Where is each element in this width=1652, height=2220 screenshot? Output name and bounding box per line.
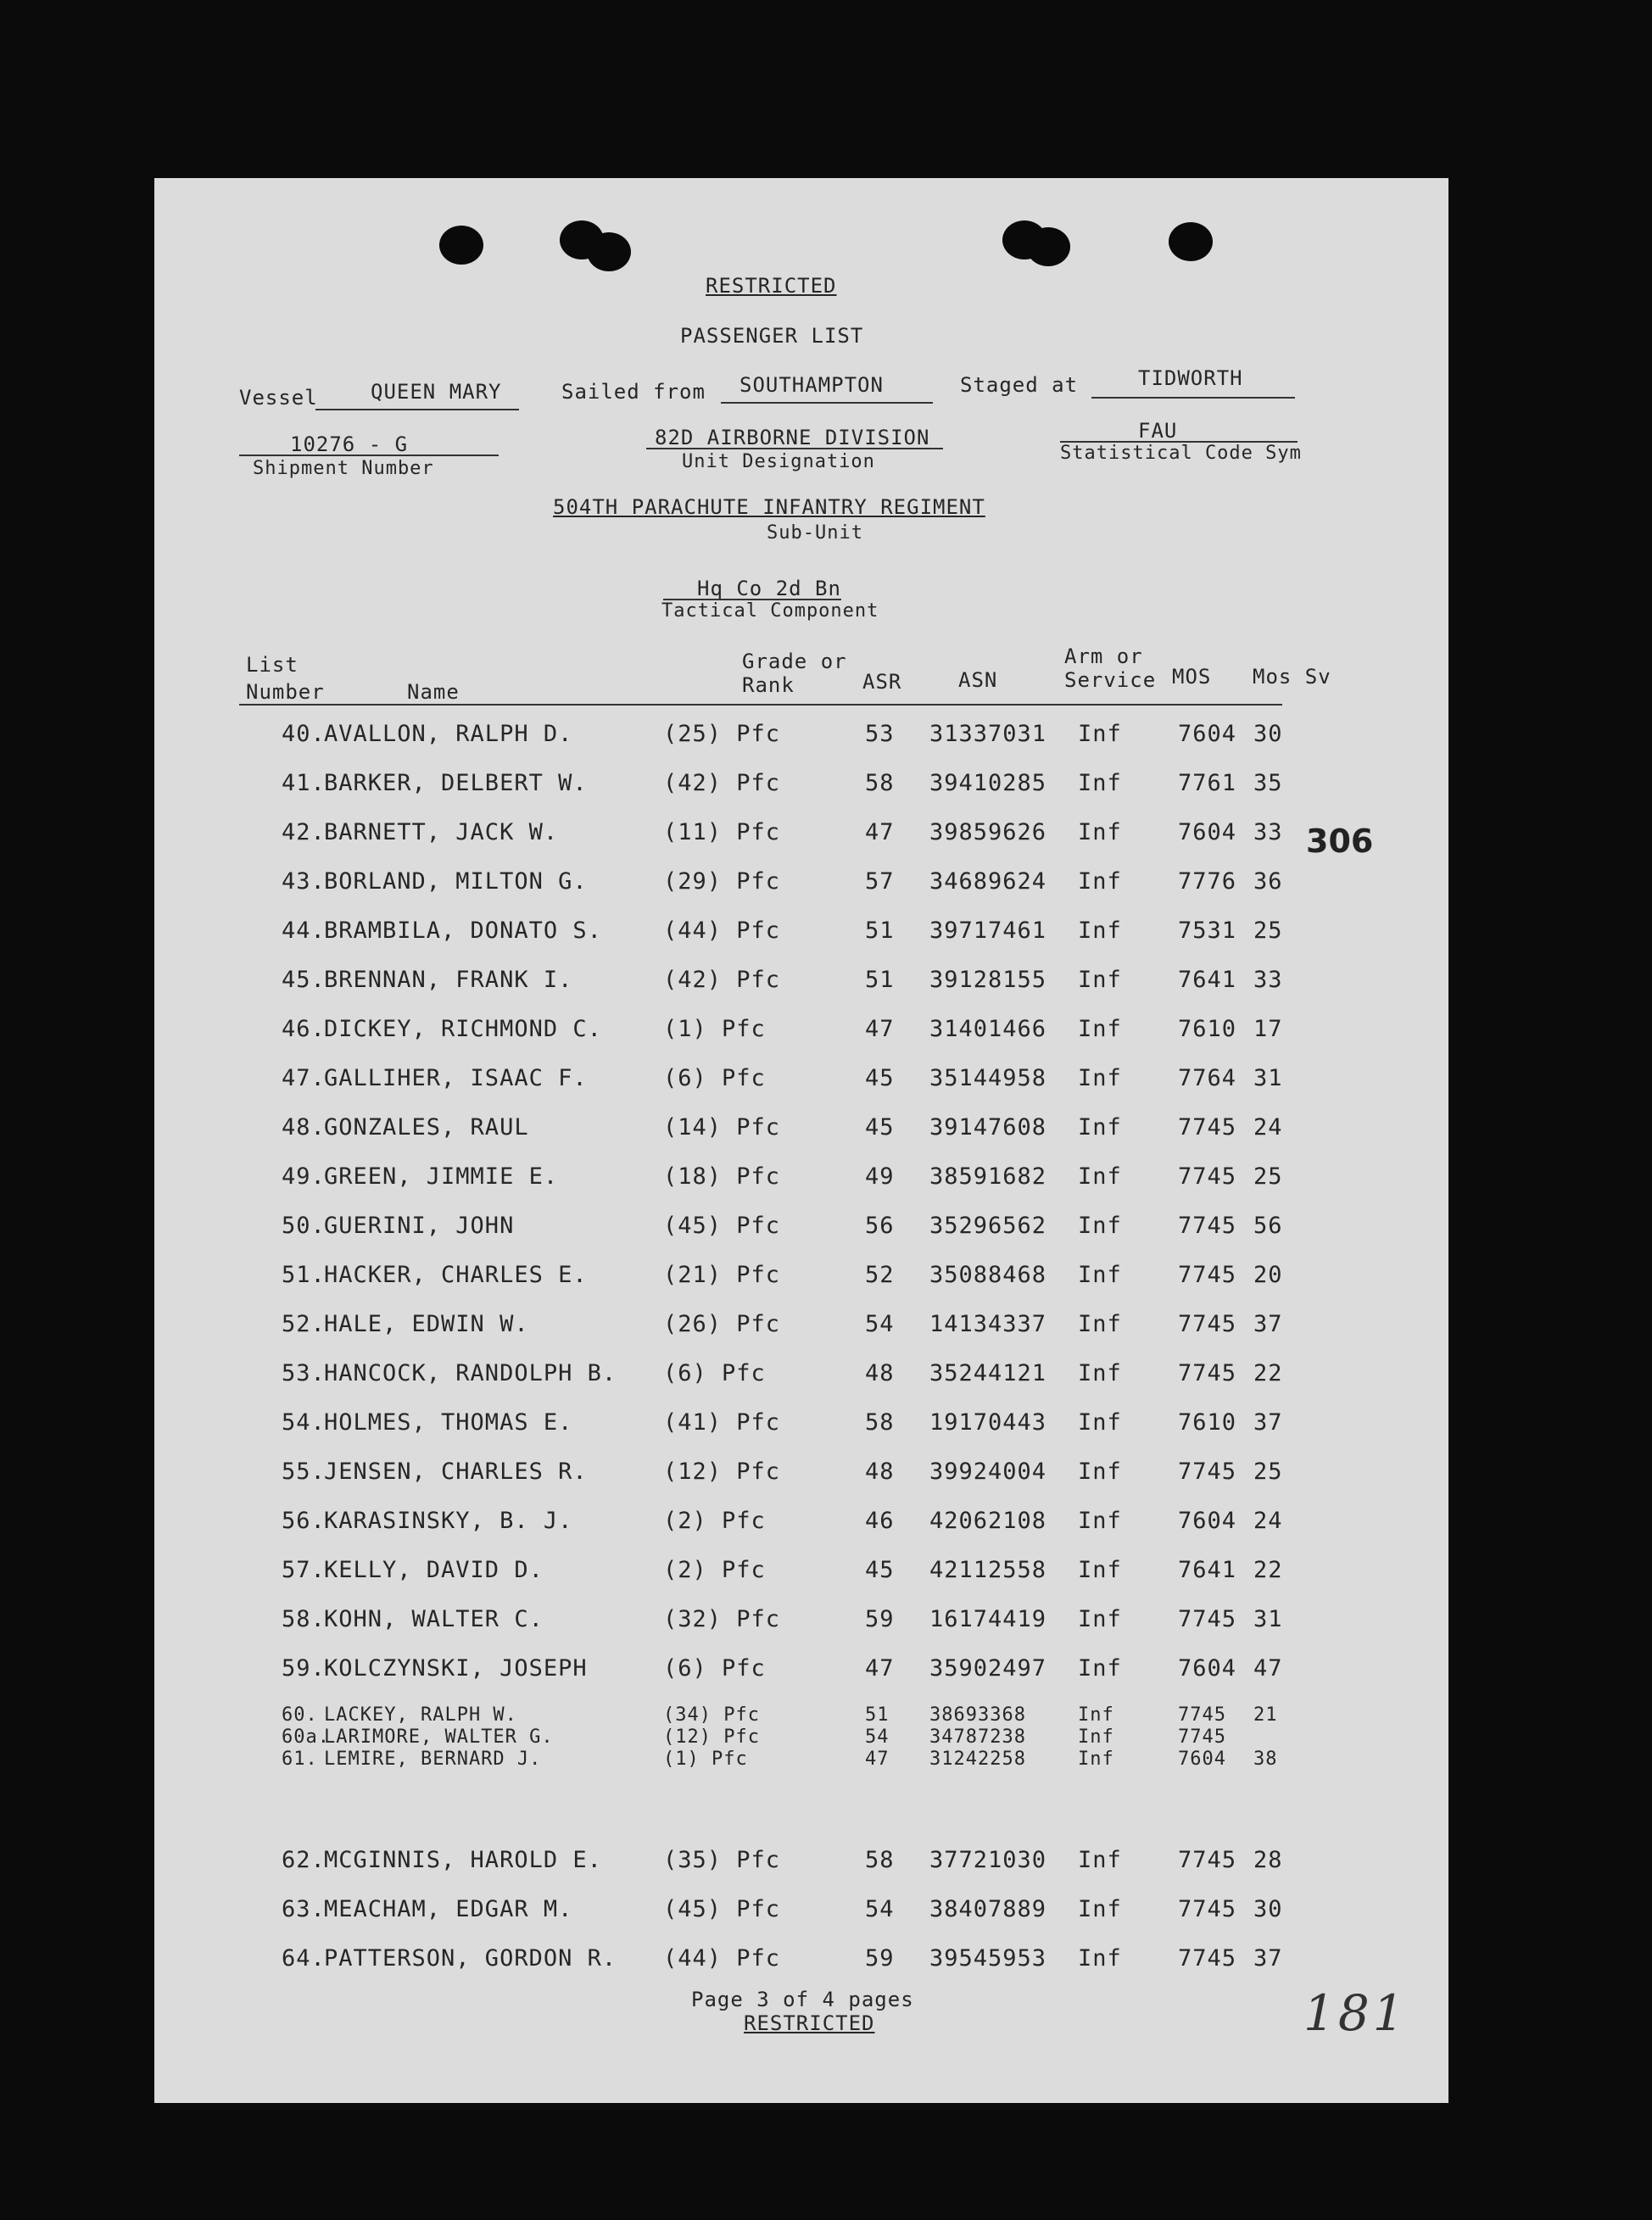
grade-rank: (2) Pfc (663, 1508, 766, 1534)
asn-value: 39859626 (929, 819, 1047, 845)
asr-value: 58 (865, 770, 895, 796)
asn-value: 35088468 (929, 1262, 1047, 1288)
asr-value: 48 (865, 1459, 895, 1485)
list-number: 46. (282, 1016, 326, 1042)
asn-value: 39545953 (929, 1945, 1047, 1972)
arm-service: Inf (1078, 918, 1122, 944)
sailed-label: Sailed from (561, 380, 706, 404)
arm-service: Inf (1078, 967, 1122, 993)
punch-hole (1026, 227, 1070, 266)
grade-rank: (45) Pfc (663, 1213, 781, 1239)
asn-value: 16174419 (929, 1606, 1047, 1632)
grade-rank: (6) Pfc (663, 1360, 766, 1386)
months-service: 35 (1253, 770, 1283, 796)
list-number: 44. (282, 918, 326, 944)
asn-value: 39147608 (929, 1114, 1047, 1141)
months-service: 36 (1253, 868, 1283, 895)
list-number: 52. (282, 1311, 326, 1337)
mos-code: 7745 (1178, 1704, 1226, 1726)
table-row (154, 1114, 1448, 1148)
asn-value: 34689624 (929, 868, 1047, 895)
arm-service: Inf (1078, 1704, 1114, 1726)
months-service: 38 (1253, 1749, 1278, 1770)
grade-rank: (32) Pfc (663, 1606, 781, 1632)
grade-rank: (34) Pfc (663, 1704, 760, 1726)
asr-value: 49 (865, 1163, 895, 1190)
list-number: 40. (282, 721, 326, 747)
col-grade-1: Grade or (742, 650, 847, 673)
mos-code: 7610 (1178, 1016, 1237, 1042)
months-service: 21 (1253, 1704, 1278, 1726)
table-row (154, 1896, 1448, 1930)
asr-value: 45 (865, 1065, 895, 1091)
months-service: 25 (1253, 1163, 1283, 1190)
asr-value: 53 (865, 721, 895, 747)
asn-value: 37721030 (929, 1847, 1047, 1873)
handwritten-number: 181 (1303, 1984, 1408, 2042)
mos-code: 7745 (1178, 1606, 1237, 1632)
list-number: 60. (282, 1704, 318, 1726)
grade-rank: (45) Pfc (663, 1896, 781, 1922)
asn-value: 42112558 (929, 1557, 1047, 1583)
months-service: 56 (1253, 1213, 1283, 1239)
arm-service: Inf (1078, 1065, 1122, 1091)
mos-code: 7641 (1178, 967, 1237, 993)
mos-code: 7745 (1178, 1311, 1237, 1337)
asr-value: 47 (865, 1655, 895, 1682)
passenger-list-page (154, 178, 1448, 2103)
passenger-name: DICKEY, RICHMOND C. (324, 1016, 602, 1042)
mos-code: 7745 (1178, 1213, 1237, 1239)
arm-service: Inf (1078, 1114, 1122, 1141)
list-number: 51. (282, 1262, 326, 1288)
months-service: 25 (1253, 1459, 1283, 1485)
months-service: 37 (1253, 1409, 1283, 1436)
passenger-name: BORLAND, MILTON G. (324, 868, 588, 895)
passenger-name: KARASINSKY, B. J. (324, 1508, 573, 1534)
table-row (154, 1065, 1448, 1099)
list-number: 55. (282, 1459, 326, 1485)
list-number: 62. (282, 1847, 326, 1873)
col-arm-1: Arm or (1064, 644, 1143, 668)
asn-value: 38407889 (929, 1896, 1047, 1922)
list-number: 56. (282, 1508, 326, 1534)
asn-value: 42062108 (929, 1508, 1047, 1534)
tactical-label: Tactical Component (661, 600, 879, 622)
table-row (154, 1016, 1448, 1050)
table-row (154, 868, 1448, 902)
mos-code: 7776 (1178, 868, 1237, 895)
col-mos: MOS (1172, 665, 1212, 689)
asr-value: 47 (865, 1749, 890, 1770)
arm-service: Inf (1078, 1163, 1122, 1190)
asn-value: 35902497 (929, 1655, 1047, 1682)
arm-service: Inf (1078, 1896, 1122, 1922)
grade-rank: (25) Pfc (663, 721, 781, 747)
col-grade-2: Rank (742, 673, 795, 697)
months-service: 22 (1253, 1557, 1283, 1583)
list-number: 50. (282, 1213, 326, 1239)
document-title: PASSENGER LIST (680, 324, 864, 348)
asn-value: 31242258 (929, 1749, 1026, 1770)
passenger-name: PATTERSON, GORDON R. (324, 1945, 617, 1972)
arm-service: Inf (1078, 1945, 1122, 1972)
list-number: 53. (282, 1360, 326, 1386)
stat-label: Statistical Code Sym (1060, 443, 1302, 464)
months-service: 24 (1253, 1114, 1283, 1141)
asn-value: 31337031 (929, 721, 1047, 747)
asr-value: 51 (865, 1704, 890, 1726)
passenger-name: MEACHAM, EDGAR M. (324, 1896, 573, 1922)
months-service: 24 (1253, 1508, 1283, 1534)
tactical-component: Hq Co 2d Bn (697, 577, 841, 600)
months-service: 30 (1253, 721, 1283, 747)
asr-value: 59 (865, 1945, 895, 1972)
months-service: 31 (1253, 1606, 1283, 1632)
col-name: Name (407, 680, 460, 704)
grade-rank: (35) Pfc (663, 1847, 781, 1873)
passenger-name: JENSEN, CHARLES R. (324, 1459, 588, 1485)
list-number: 63. (282, 1896, 326, 1922)
months-service: 28 (1253, 1847, 1283, 1873)
asr-value: 47 (865, 1016, 895, 1042)
asn-value: 39717461 (929, 918, 1047, 944)
page-indicator: Page 3 of 4 pages (691, 1988, 914, 2011)
mos-code: 7531 (1178, 918, 1237, 944)
table-row (154, 1360, 1448, 1394)
grade-rank: (18) Pfc (663, 1163, 781, 1190)
shipment-number: 10276 - G (290, 432, 409, 456)
mos-code: 7745 (1178, 1163, 1237, 1190)
months-service: 37 (1253, 1311, 1283, 1337)
grade-rank: (41) Pfc (663, 1409, 781, 1436)
arm-service: Inf (1078, 721, 1122, 747)
col-list-2: Number (246, 680, 325, 704)
table-row (154, 770, 1448, 804)
mos-code: 7604 (1178, 1749, 1226, 1770)
staged-label: Staged at (960, 373, 1079, 397)
punch-hole (587, 232, 631, 271)
unit-designation: 82D AIRBORNE DIVISION (655, 426, 930, 449)
months-service: 33 (1253, 819, 1283, 845)
grade-rank: (2) Pfc (663, 1557, 766, 1583)
months-service: 30 (1253, 1896, 1283, 1922)
grade-rank: (11) Pfc (663, 819, 781, 845)
grade-rank: (12) Pfc (663, 1726, 760, 1748)
grade-rank: (44) Pfc (663, 1945, 781, 1972)
asr-value: 48 (865, 1360, 895, 1386)
arm-service: Inf (1078, 1847, 1122, 1873)
passenger-name: GUERINI, JOHN (324, 1213, 515, 1239)
mos-code: 7745 (1178, 1847, 1237, 1873)
table-row (154, 1213, 1448, 1247)
asr-value: 46 (865, 1508, 895, 1534)
passenger-name: GALLIHER, ISAAC F. (324, 1065, 588, 1091)
asr-value: 45 (865, 1557, 895, 1583)
arm-service: Inf (1078, 1749, 1114, 1770)
list-number: 41. (282, 770, 326, 796)
arm-service: Inf (1078, 1508, 1122, 1534)
restricted-bottom: RESTRICTED (744, 2011, 875, 2035)
table-row (154, 1262, 1448, 1296)
arm-service: Inf (1078, 1655, 1122, 1682)
list-number: 60a. (282, 1726, 330, 1748)
grade-rank: (21) Pfc (663, 1262, 781, 1288)
asn-value: 35244121 (929, 1360, 1047, 1386)
col-asn: ASN (958, 668, 998, 692)
table-row (154, 1409, 1448, 1443)
mos-code: 7604 (1178, 819, 1237, 845)
grade-rank: (6) Pfc (663, 1065, 766, 1091)
mos-code: 7745 (1178, 1945, 1237, 1972)
passenger-name: KOLCZYNSKI, JOSEPH (324, 1655, 588, 1682)
sub-unit: 504TH PARACHUTE INFANTRY REGIMENT (553, 495, 985, 519)
grade-rank: (42) Pfc (663, 967, 781, 993)
list-number: 59. (282, 1655, 326, 1682)
list-number: 49. (282, 1163, 326, 1190)
asn-value: 31401466 (929, 1016, 1047, 1042)
list-number: 61. (282, 1749, 318, 1770)
list-number: 57. (282, 1557, 326, 1583)
months-service: 37 (1253, 1945, 1283, 1972)
list-number: 42. (282, 819, 326, 845)
passenger-name: HOLMES, THOMAS E. (324, 1409, 573, 1436)
grade-rank: (42) Pfc (663, 770, 781, 796)
months-service: 22 (1253, 1360, 1283, 1386)
asr-value: 47 (865, 819, 895, 845)
arm-service: Inf (1078, 1360, 1122, 1386)
passenger-name: LACKEY, RALPH W. (324, 1704, 517, 1726)
punch-hole (439, 226, 483, 265)
grade-rank: (1) Pfc (663, 1749, 748, 1770)
arm-service: Inf (1078, 1726, 1114, 1748)
asr-value: 54 (865, 1726, 890, 1748)
asn-value: 39924004 (929, 1459, 1047, 1485)
punch-hole (1169, 222, 1213, 261)
months-service: 31 (1253, 1065, 1283, 1091)
table-row (154, 1945, 1448, 1979)
col-list-1: List (246, 653, 299, 677)
staged-value: TIDWORTH (1138, 366, 1243, 390)
table-row (154, 918, 1448, 951)
asn-value: 35144958 (929, 1065, 1047, 1091)
table-row (154, 1655, 1448, 1689)
passenger-name: KELLY, DAVID D. (324, 1557, 544, 1583)
asn-value: 35296562 (929, 1213, 1047, 1239)
arm-service: Inf (1078, 770, 1122, 796)
list-number: 48. (282, 1114, 326, 1141)
table-row (154, 1163, 1448, 1197)
table-row (154, 1606, 1448, 1640)
mos-code: 7745 (1178, 1114, 1237, 1141)
arm-service: Inf (1078, 1016, 1122, 1042)
passenger-name: KOHN, WALTER C. (324, 1606, 544, 1632)
grade-rank: (29) Pfc (663, 868, 781, 895)
unit-label: Unit Designation (682, 451, 875, 472)
asr-value: 59 (865, 1606, 895, 1632)
arm-service: Inf (1078, 1409, 1122, 1436)
table-row (154, 1459, 1448, 1492)
passenger-name: AVALLON, RALPH D. (324, 721, 573, 747)
arm-service: Inf (1078, 1557, 1122, 1583)
mos-code: 7745 (1178, 1459, 1237, 1485)
arm-service: Inf (1078, 1606, 1122, 1632)
asr-value: 58 (865, 1409, 895, 1436)
mos-code: 7604 (1178, 721, 1237, 747)
months-service: 20 (1253, 1262, 1283, 1288)
asr-value: 56 (865, 1213, 895, 1239)
table-row (154, 967, 1448, 1001)
table-row (154, 1311, 1448, 1345)
mos-code: 7745 (1178, 1896, 1237, 1922)
list-number: 47. (282, 1065, 326, 1091)
arm-service: Inf (1078, 1311, 1122, 1337)
col-mos-sv: Mos Sv (1253, 665, 1331, 689)
arm-service: Inf (1078, 1213, 1122, 1239)
arm-service: Inf (1078, 1459, 1122, 1485)
list-number: 45. (282, 967, 326, 993)
passenger-name: GONZALES, RAUL (324, 1114, 529, 1141)
passenger-name: LEMIRE, BERNARD J. (324, 1749, 542, 1770)
table-row (154, 1557, 1448, 1591)
list-number: 43. (282, 868, 326, 895)
stamp-number: 306 (1306, 823, 1374, 860)
passenger-name: BARKER, DELBERT W. (324, 770, 588, 796)
asr-value: 51 (865, 918, 895, 944)
grade-rank: (1) Pfc (663, 1016, 766, 1042)
stat-code: FAU (1138, 419, 1178, 443)
arm-service: Inf (1078, 1262, 1122, 1288)
passenger-name: HALE, EDWIN W. (324, 1311, 529, 1337)
asn-value: 38693368 (929, 1704, 1026, 1726)
table-row (154, 1847, 1448, 1881)
asr-value: 52 (865, 1262, 895, 1288)
mos-code: 7745 (1178, 1726, 1226, 1748)
passenger-name: LARIMORE, WALTER G. (324, 1726, 554, 1748)
table-row (154, 721, 1448, 755)
restricted-top: RESTRICTED (706, 274, 837, 298)
asn-value: 19170443 (929, 1409, 1047, 1436)
grade-rank: (44) Pfc (663, 918, 781, 944)
passenger-name: MCGINNIS, HAROLD E. (324, 1847, 602, 1873)
passenger-name: BRAMBILA, DONATO S. (324, 918, 602, 944)
vessel-label: Vessel (239, 386, 318, 410)
passenger-name: BARNETT, JACK W. (324, 819, 559, 845)
asn-value: 14134337 (929, 1311, 1047, 1337)
mos-code: 7610 (1178, 1409, 1237, 1436)
passenger-name: GREEN, JIMMIE E. (324, 1163, 559, 1190)
mos-code: 7604 (1178, 1655, 1237, 1682)
mos-code: 7745 (1178, 1360, 1237, 1386)
arm-service: Inf (1078, 819, 1122, 845)
col-arm-2: Service (1064, 668, 1157, 692)
list-number: 54. (282, 1409, 326, 1436)
col-asr: ASR (862, 670, 902, 694)
asn-value: 39410285 (929, 770, 1047, 796)
mos-code: 7641 (1178, 1557, 1237, 1583)
sailed-value: SOUTHAMPTON (739, 373, 884, 397)
list-number: 64. (282, 1945, 326, 1972)
table-row (154, 1508, 1448, 1542)
months-service: 25 (1253, 918, 1283, 944)
grade-rank: (6) Pfc (663, 1655, 766, 1682)
months-service: 17 (1253, 1016, 1283, 1042)
table-row (154, 1749, 1448, 1782)
grade-rank: (26) Pfc (663, 1311, 781, 1337)
asr-value: 54 (865, 1311, 895, 1337)
mos-code: 7745 (1178, 1262, 1237, 1288)
months-service: 33 (1253, 967, 1283, 993)
asr-value: 58 (865, 1847, 895, 1873)
vessel-value: QUEEN MARY (371, 380, 502, 404)
asr-value: 51 (865, 967, 895, 993)
asr-value: 45 (865, 1114, 895, 1141)
asr-value: 54 (865, 1896, 895, 1922)
list-number: 58. (282, 1606, 326, 1632)
grade-rank: (12) Pfc (663, 1459, 781, 1485)
arm-service: Inf (1078, 868, 1122, 895)
asn-value: 38591682 (929, 1163, 1047, 1190)
passenger-name: HANCOCK, RANDOLPH B. (324, 1360, 617, 1386)
asn-value: 39128155 (929, 967, 1047, 993)
passenger-name: HACKER, CHARLES E. (324, 1262, 588, 1288)
asr-value: 57 (865, 868, 895, 895)
sub-unit-label: Sub-Unit (767, 522, 863, 544)
mos-code: 7764 (1178, 1065, 1237, 1091)
mos-code: 7761 (1178, 770, 1237, 796)
grade-rank: (14) Pfc (663, 1114, 781, 1141)
table-row (154, 819, 1448, 853)
asn-value: 34787238 (929, 1726, 1026, 1748)
months-service: 47 (1253, 1655, 1283, 1682)
shipment-label: Shipment Number (253, 458, 434, 479)
mos-code: 7604 (1178, 1508, 1237, 1534)
passenger-name: BRENNAN, FRANK I. (324, 967, 573, 993)
